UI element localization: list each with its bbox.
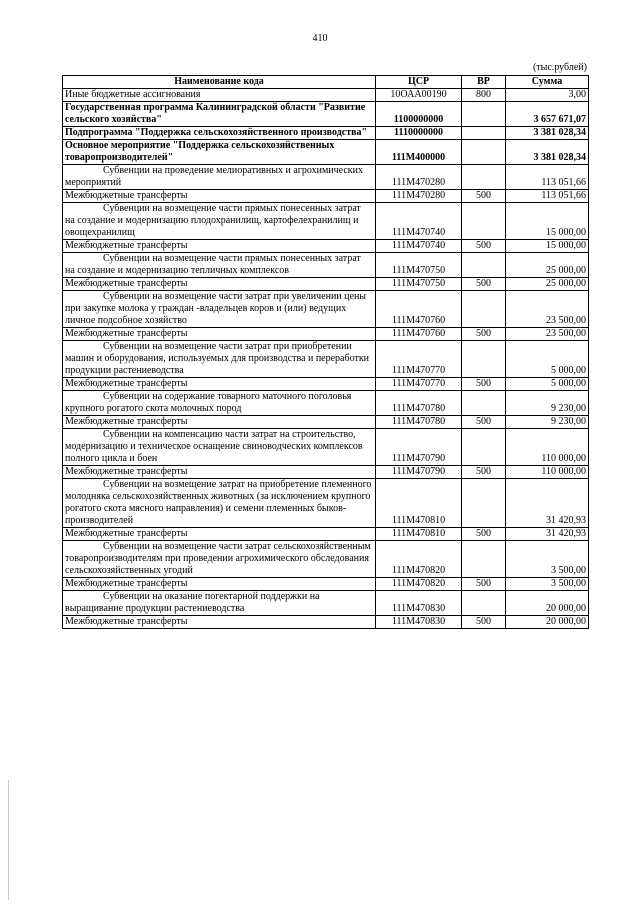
row-csr-code: 111М470790 <box>376 466 462 479</box>
row-csr-code: 1110000000 <box>376 127 462 140</box>
row-sum: 15 000,00 <box>506 240 589 253</box>
row-vr-code <box>462 479 506 528</box>
margin-scan-mark <box>8 780 9 900</box>
row-csr-code: 111М470810 <box>376 528 462 541</box>
table-row <box>63 479 589 528</box>
table-header-row <box>63 76 589 89</box>
row-csr-code: 111М470830 <box>376 616 462 629</box>
table-row <box>63 328 589 341</box>
row-csr-code: 111М470790 <box>376 429 462 466</box>
table-row <box>63 578 589 591</box>
row-vr-code <box>462 341 506 378</box>
row-vr-code <box>462 429 506 466</box>
table-row <box>63 466 589 479</box>
row-vr-code <box>462 391 506 416</box>
row-name: Субвенции на возмещение части прямых понесенных затрат на создание и модернизацию тепличных комплексов <box>63 253 376 278</box>
row-csr-code: 111М470810 <box>376 479 462 528</box>
table-row <box>63 102 589 127</box>
row-vr-code <box>462 127 506 140</box>
row-vr-code <box>462 591 506 616</box>
row-name: Межбюджетные трансферты <box>63 466 376 479</box>
row-sum: 110 000,00 <box>506 466 589 479</box>
header-name: Наименование кода <box>63 76 376 89</box>
row-vr-code: 500 <box>462 240 506 253</box>
row-sum: 113 051,66 <box>506 190 589 203</box>
row-sum: 31 420,93 <box>506 528 589 541</box>
row-vr-code <box>462 253 506 278</box>
row-sum: 23 500,00 <box>506 328 589 341</box>
row-name: Межбюджетные трансферты <box>63 616 376 629</box>
table-row <box>63 190 589 203</box>
row-name: Субвенции на возмещение части затрат сельскохозяйственным товаропроизводителям при проведении агрохимического обследования сельскохозяйственных угодий <box>63 541 376 578</box>
row-name: Субвенции на возмещение затрат на приобретение племенного молодняка сельскохозяйственных животных (за исключением крупного рогатого скота мясного направления) и семени племенных быков-производителей <box>63 479 376 528</box>
row-sum: 23 500,00 <box>506 291 589 328</box>
row-csr-code: 111М470770 <box>376 341 462 378</box>
row-name: Межбюджетные трансферты <box>63 240 376 253</box>
page-number: 410 <box>312 33 328 44</box>
row-sum: 3 500,00 <box>506 541 589 578</box>
row-vr-code: 500 <box>462 190 506 203</box>
row-name: Основное мероприятие "Поддержка сельскохозяйственных товаропроизводителей" <box>63 140 376 165</box>
row-csr-code: 111М470820 <box>376 578 462 591</box>
table-row <box>63 89 589 102</box>
table-row <box>63 140 589 165</box>
row-name: Межбюджетные трансферты <box>63 328 376 341</box>
row-csr-code: 111М470760 <box>376 291 462 328</box>
row-vr-code <box>462 541 506 578</box>
header-sum: Сумма <box>506 76 589 89</box>
table-row <box>63 378 589 391</box>
row-csr-code: 111М470740 <box>376 203 462 240</box>
row-vr-code: 500 <box>462 578 506 591</box>
row-sum: 25 000,00 <box>506 278 589 291</box>
row-name: Межбюджетные трансферты <box>63 416 376 429</box>
row-csr-code: 111М470830 <box>376 591 462 616</box>
row-csr-code: 111М470750 <box>376 253 462 278</box>
header-vr: ВР <box>462 76 506 89</box>
row-name: Межбюджетные трансферты <box>63 278 376 291</box>
row-csr-code: 111М470750 <box>376 278 462 291</box>
table-row <box>63 165 589 190</box>
table-row <box>63 528 589 541</box>
row-name: Государственная программа Калининградской области "Развитие сельского хозяйства" <box>63 102 376 127</box>
row-name: Субвенции на оказание погектарной поддержки на выращивание продукции растениеводства <box>63 591 376 616</box>
row-sum: 20 000,00 <box>506 616 589 629</box>
row-vr-code <box>462 291 506 328</box>
row-name: Межбюджетные трансферты <box>63 528 376 541</box>
table-row <box>63 253 589 278</box>
row-sum: 3 500,00 <box>506 578 589 591</box>
row-name: Подпрограмма "Поддержка сельскохозяйственного производства" <box>63 127 376 140</box>
table-row <box>63 240 589 253</box>
table-row <box>63 278 589 291</box>
row-vr-code: 500 <box>462 378 506 391</box>
row-csr-code: 10ОАА00190 <box>376 89 462 102</box>
table-row <box>63 541 589 578</box>
table-row <box>63 416 589 429</box>
row-sum: 15 000,00 <box>506 203 589 240</box>
budget-table <box>62 75 589 629</box>
table-body <box>63 89 589 629</box>
row-name: Межбюджетные трансферты <box>63 578 376 591</box>
row-vr-code <box>462 140 506 165</box>
table-row <box>63 203 589 240</box>
row-csr-code: 1100000000 <box>376 102 462 127</box>
row-sum: 5 000,00 <box>506 378 589 391</box>
row-name: Субвенции на компенсацию части затрат на строительство, модернизацию и техническое оснащение свиноводческих комплексов полного цикла и боен <box>63 429 376 466</box>
units-label: (тыс.рублей) <box>532 62 587 73</box>
table-row <box>63 341 589 378</box>
row-sum: 110 000,00 <box>506 429 589 466</box>
table-row <box>63 127 589 140</box>
table-row <box>63 616 589 629</box>
row-sum: 113 051,66 <box>506 165 589 190</box>
row-vr-code: 500 <box>462 416 506 429</box>
row-csr-code: 111М470820 <box>376 541 462 578</box>
header-csr: ЦСР <box>376 76 462 89</box>
row-name: Субвенции на возмещение части прямых понесенных затрат на создание и модернизацию плодохранилищ, картофелехранилищ и овощехранилищ <box>63 203 376 240</box>
row-name: Межбюджетные трансферты <box>63 190 376 203</box>
row-sum: 3 381 028,34 <box>506 127 589 140</box>
row-vr-code: 500 <box>462 278 506 291</box>
row-vr-code <box>462 203 506 240</box>
row-name: Субвенции на возмещение части затрат при приобретении машин и оборудования, используемых для производства и переработки продукции растениеводства <box>63 341 376 378</box>
row-csr-code: 111М470780 <box>376 391 462 416</box>
row-vr-code: 500 <box>462 528 506 541</box>
row-name: Субвенции на возмещение части затрат при увеличении цены при закупке молока у граждан -владельцев коров и (или) ведущих личное подсобное хозяйство <box>63 291 376 328</box>
row-sum: 5 000,00 <box>506 341 589 378</box>
row-csr-code: 111М470280 <box>376 165 462 190</box>
row-sum: 3 381 028,34 <box>506 140 589 165</box>
table-row <box>63 591 589 616</box>
row-csr-code: 111М470760 <box>376 328 462 341</box>
row-csr-code: 111М470740 <box>376 240 462 253</box>
row-vr-code <box>462 165 506 190</box>
row-vr-code: 500 <box>462 466 506 479</box>
row-vr-code: 500 <box>462 328 506 341</box>
table-row <box>63 391 589 416</box>
row-vr-code <box>462 102 506 127</box>
row-sum: 9 230,00 <box>506 391 589 416</box>
row-sum: 25 000,00 <box>506 253 589 278</box>
row-vr-code: 500 <box>462 616 506 629</box>
row-csr-code: 111М470280 <box>376 190 462 203</box>
row-sum: 3 657 671,07 <box>506 102 589 127</box>
table-row <box>63 291 589 328</box>
row-sum: 31 420,93 <box>506 479 589 528</box>
table-row <box>63 429 589 466</box>
row-name: Иные бюджетные ассигнования <box>63 89 376 102</box>
row-vr-code: 800 <box>462 89 506 102</box>
row-csr-code: 111М470770 <box>376 378 462 391</box>
row-sum: 9 230,00 <box>506 416 589 429</box>
row-sum: 3,00 <box>506 89 589 102</box>
row-name: Межбюджетные трансферты <box>63 378 376 391</box>
row-name: Субвенции на содержание товарного маточного поголовья крупного рогатого скота молочных пород <box>63 391 376 416</box>
row-csr-code: 111М470780 <box>376 416 462 429</box>
row-name: Субвенции на проведение мелиоративных и агрохимических мероприятий <box>63 165 376 190</box>
row-csr-code: 111М400000 <box>376 140 462 165</box>
row-sum: 20 000,00 <box>506 591 589 616</box>
